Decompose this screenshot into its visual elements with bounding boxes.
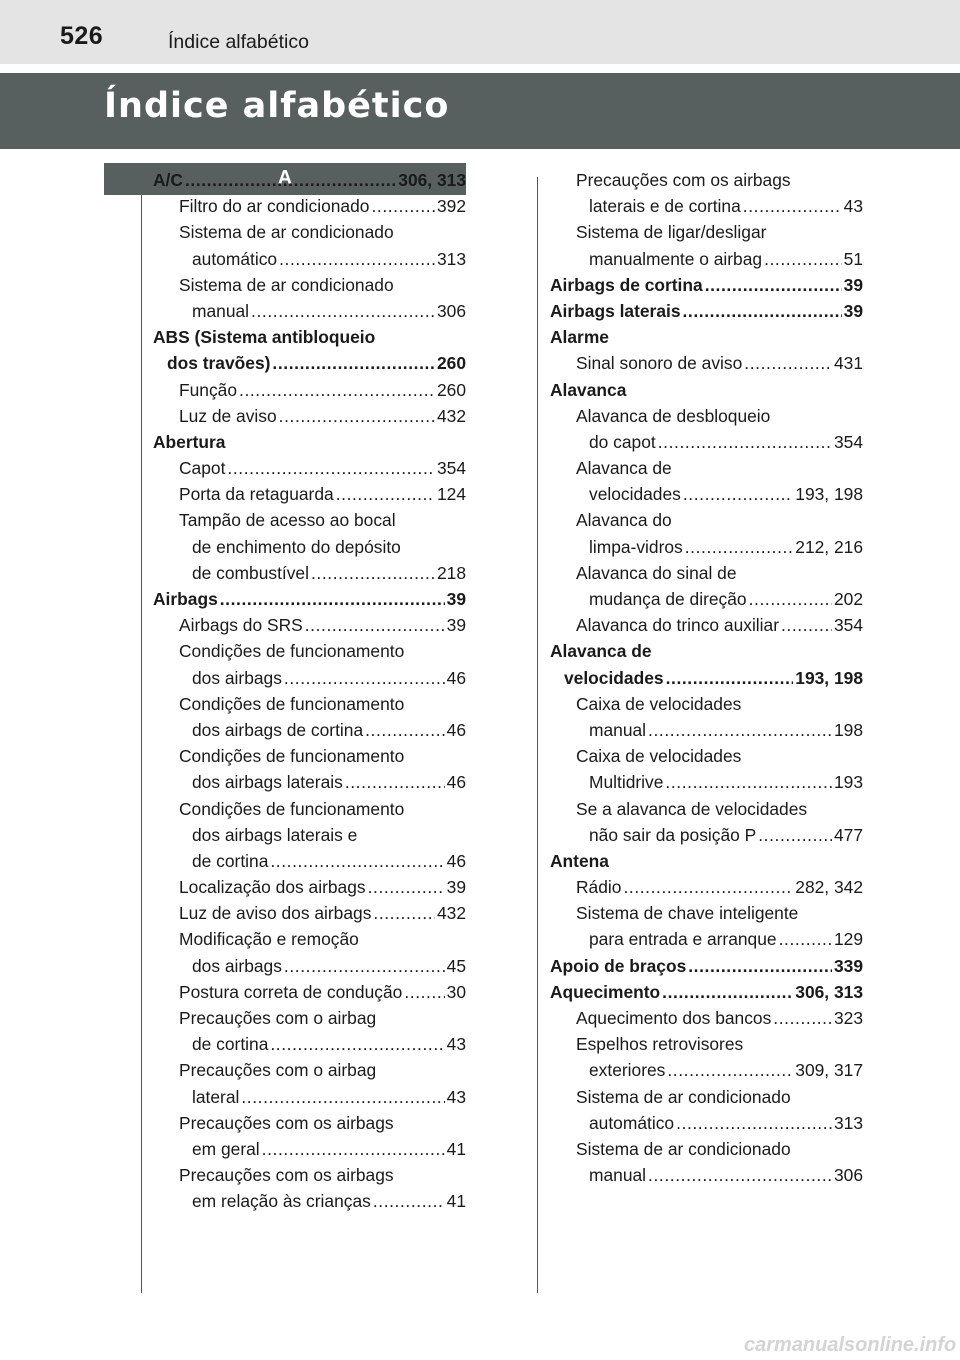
index-entry xyxy=(153,1110,466,1136)
dot-leader xyxy=(284,665,445,691)
index-entry xyxy=(550,350,863,376)
index-entry-text: automático xyxy=(192,248,278,269)
index-entry-page: 432 xyxy=(436,903,466,924)
dot-leader xyxy=(279,246,435,272)
dot-leader xyxy=(239,377,435,403)
watermark-text: carmanualsonline.info xyxy=(744,1334,957,1356)
dot-leader xyxy=(227,455,435,481)
dot-leader xyxy=(373,900,435,926)
dot-leader xyxy=(251,298,435,324)
index-entry xyxy=(153,874,466,900)
dot-leader xyxy=(743,193,842,219)
index-entry-page: 39 xyxy=(446,589,466,609)
index-entry-text: automático xyxy=(589,1112,675,1133)
index-entry-text: Sistema de chave inteligente xyxy=(576,903,799,924)
index-entry-text: Apoio de braços xyxy=(550,955,687,976)
dot-leader xyxy=(648,717,832,743)
dot-leader xyxy=(773,1005,832,1031)
index-entry-page: 39 xyxy=(843,300,863,321)
index-entry-text: Antena xyxy=(550,850,609,871)
index-entry-page: 354 xyxy=(436,458,466,479)
index-entry-text: Alavanca do xyxy=(576,510,672,531)
index-entry-text: em geral xyxy=(192,1138,260,1159)
index-entry xyxy=(153,665,466,691)
dot-leader xyxy=(648,1162,832,1188)
index-entry-text: Sinal sonoro de aviso xyxy=(576,353,743,374)
dot-leader xyxy=(665,769,832,795)
index-entry-text: laterais e de cortina xyxy=(589,196,741,217)
index-entry xyxy=(550,272,863,298)
dot-leader xyxy=(662,979,793,1005)
index-entry-page: 129 xyxy=(833,929,863,950)
index-entry-text: Caixa de velocidades xyxy=(576,746,742,767)
index-entry xyxy=(550,1005,863,1031)
index-entry xyxy=(550,848,863,874)
index-entry xyxy=(153,455,466,481)
index-entry-text: Modificação e remoção xyxy=(179,929,359,950)
dot-leader xyxy=(744,350,832,376)
index-entry-page: 51 xyxy=(843,248,863,269)
index-entry xyxy=(153,638,466,664)
dot-leader xyxy=(262,1136,445,1162)
index-entry-page: 354 xyxy=(833,431,863,452)
index-entry-page: 46 xyxy=(446,667,466,688)
index-entry-text: dos airbags xyxy=(192,955,282,976)
dot-leader xyxy=(272,350,435,376)
index-entry xyxy=(153,1136,466,1162)
index-entry xyxy=(153,246,466,272)
index-entry-text: Luz de aviso xyxy=(179,405,277,426)
index-entry-page: 309, 317 xyxy=(795,1060,863,1081)
index-entry xyxy=(153,534,466,560)
index-entry-text: Alavanca de desbloqueio xyxy=(576,405,771,426)
index-entry-page: 45 xyxy=(446,955,466,976)
index-entry xyxy=(550,193,863,219)
index-entry-text: Espelhos retrovisores xyxy=(576,1034,744,1055)
index-entry xyxy=(153,926,466,952)
index-entry xyxy=(153,691,466,717)
dot-leader xyxy=(404,979,444,1005)
index-entry-text: Sistema de ligar/desligar xyxy=(576,222,767,243)
index-entry xyxy=(550,246,863,272)
index-entry-text: de enchimento do depósito xyxy=(192,536,401,557)
index-entry-text: A/C xyxy=(153,170,183,190)
index-entry-page: 43 xyxy=(446,1034,466,1055)
index-entry-page: 306 xyxy=(833,1165,863,1186)
dot-leader xyxy=(336,481,435,507)
index-entry-text: Função xyxy=(179,379,238,400)
index-entry-text: Alavanca xyxy=(550,379,627,400)
dot-leader xyxy=(365,717,445,743)
index-entry-page: 46 xyxy=(446,850,466,871)
index-entry-text: Airbags xyxy=(153,589,218,609)
index-entry xyxy=(153,586,466,612)
index-entry xyxy=(550,1136,863,1162)
index-entry-text: Rádio xyxy=(576,877,622,898)
index-entry-text: Precauções com os airbags xyxy=(576,170,791,190)
index-entry xyxy=(550,1084,863,1110)
index-entry-page: 30 xyxy=(446,981,466,1002)
page-number: 526 xyxy=(60,22,104,50)
index-entry xyxy=(153,1188,466,1214)
index-entry xyxy=(550,481,863,507)
index-entry-page: 124 xyxy=(436,484,466,505)
left-column-rule xyxy=(141,195,142,1293)
index-entry-page: 477 xyxy=(833,824,863,845)
index-entry-page: 202 xyxy=(833,589,863,609)
letter-section-heading: A xyxy=(277,167,293,189)
index-entry-page: 306, 313 xyxy=(398,170,466,190)
dot-leader xyxy=(685,534,794,560)
index-entry-page: 43 xyxy=(843,196,863,217)
index-entry xyxy=(550,219,863,245)
index-entry-text: dos airbags laterais e xyxy=(192,824,358,845)
index-entry-text: Filtro do ar condicionado xyxy=(179,196,370,217)
index-entry-page: 260 xyxy=(436,379,466,400)
index-entry xyxy=(153,769,466,795)
index-entry xyxy=(153,377,466,403)
dot-leader xyxy=(683,481,793,507)
index-entry-page: 323 xyxy=(833,1008,863,1028)
index-entry xyxy=(550,167,863,193)
index-entry-text: Precauções com o airbag xyxy=(179,1060,377,1081)
dot-leader xyxy=(781,612,832,638)
top-header-bar xyxy=(0,0,960,64)
index-entry-page: 392 xyxy=(436,196,466,217)
index-entry xyxy=(153,350,466,376)
index-entry xyxy=(550,979,863,1005)
dot-leader xyxy=(305,612,445,638)
index-entry-text: Multidrive xyxy=(589,772,664,793)
index-entry-page: 198 xyxy=(833,719,863,740)
index-entry-page: 313 xyxy=(436,248,466,269)
dot-leader xyxy=(368,874,445,900)
index-column-left xyxy=(153,167,466,1215)
index-entry xyxy=(153,219,466,245)
index-entry xyxy=(550,717,863,743)
dot-leader xyxy=(345,769,445,795)
dot-leader xyxy=(666,665,794,691)
index-entry-text: Precauções com os airbags xyxy=(179,1112,394,1133)
index-entry-text: lateral xyxy=(192,1086,240,1107)
index-entry xyxy=(550,926,863,952)
index-entry-text: Alarme xyxy=(550,327,609,348)
dot-leader xyxy=(311,560,435,586)
index-entry-text: Luz de aviso dos airbags xyxy=(179,903,372,924)
index-entry xyxy=(550,377,863,403)
dot-leader xyxy=(683,298,842,324)
index-entry xyxy=(550,612,863,638)
index-entry-text: ABS (Sistema antibloqueio xyxy=(153,327,376,348)
index-entry xyxy=(153,272,466,298)
index-entry-text: manual xyxy=(192,300,250,321)
index-entry-page: 431 xyxy=(833,353,863,374)
index-column-right xyxy=(550,167,863,1188)
index-entry xyxy=(550,665,863,691)
index-entry-text: velocidades xyxy=(589,484,681,505)
index-entry-text: dos airbags xyxy=(192,667,282,688)
index-entry xyxy=(550,874,863,900)
index-entry-text: Sistema de ar condicionado xyxy=(576,1086,791,1107)
index-entry xyxy=(550,534,863,560)
index-entry xyxy=(153,848,466,874)
index-entry-page: 41 xyxy=(446,1191,466,1212)
index-entry-text: Condições de funcionamento xyxy=(179,746,405,767)
dot-leader xyxy=(220,586,445,612)
index-entry-text: Airbags de cortina xyxy=(550,274,703,295)
index-entry xyxy=(550,429,863,455)
dot-leader xyxy=(779,926,832,952)
index-entry-text: manual xyxy=(589,1165,647,1186)
index-entry-text: Postura correta de condução xyxy=(179,981,403,1002)
index-entry-page: 46 xyxy=(446,719,466,740)
index-entry-text: Condições de funcionamento xyxy=(179,693,405,714)
index-entry xyxy=(153,1084,466,1110)
index-entry xyxy=(153,612,466,638)
index-entry xyxy=(153,822,466,848)
index-entry-text: Condições de funcionamento xyxy=(179,798,405,819)
index-entry-text: Sistema de ar condicionado xyxy=(179,274,394,295)
dot-leader xyxy=(371,193,435,219)
index-entry-text: do capot xyxy=(589,431,656,452)
dot-leader xyxy=(185,167,396,193)
index-entry xyxy=(153,900,466,926)
index-entry xyxy=(153,324,466,350)
index-entry-page: 46 xyxy=(446,772,466,793)
index-entry-text: Alavanca de xyxy=(550,641,652,662)
index-entry xyxy=(153,193,466,219)
index-entry xyxy=(550,822,863,848)
index-entry-page: 41 xyxy=(446,1138,466,1159)
running-header-title: Índice alfabético xyxy=(168,31,309,53)
page-title: Índice alfabético xyxy=(104,86,450,126)
index-entry-text: Precauções com o airbag xyxy=(179,1008,377,1028)
index-entry xyxy=(153,298,466,324)
index-entry xyxy=(550,1110,863,1136)
index-entry-text: para entrada e arranque xyxy=(589,929,777,950)
index-entry-text: em relação às crianças xyxy=(192,1191,371,1212)
index-entry-text: Sistema de ar condicionado xyxy=(179,222,394,243)
index-entry-page: 313 xyxy=(833,1112,863,1133)
dot-leader xyxy=(764,246,842,272)
dot-leader xyxy=(705,272,842,298)
index-entry xyxy=(550,638,863,664)
index-entry xyxy=(153,953,466,979)
dot-leader xyxy=(279,403,435,429)
dot-leader xyxy=(241,1084,444,1110)
index-entry-text: de combustível xyxy=(192,562,309,583)
index-entry-text: Aquecimento dos bancos xyxy=(576,1008,772,1028)
index-entry xyxy=(550,953,863,979)
index-entry-text: Caixa de velocidades xyxy=(576,693,742,714)
index-entry xyxy=(550,1057,863,1083)
index-entry xyxy=(153,481,466,507)
dot-leader xyxy=(284,953,445,979)
index-entry xyxy=(550,900,863,926)
index-entry-text: velocidades xyxy=(564,667,664,688)
dot-leader xyxy=(688,953,832,979)
index-entry xyxy=(550,507,863,533)
index-entry xyxy=(153,979,466,1005)
dot-leader xyxy=(373,1188,445,1214)
index-entry-page: 39 xyxy=(843,274,863,295)
index-entry-text: Precauções com os airbags xyxy=(179,1165,394,1186)
index-entry-text: Alavanca do trinco auxiliar xyxy=(576,615,779,636)
dot-leader xyxy=(270,848,444,874)
dot-leader xyxy=(658,429,832,455)
index-entry xyxy=(550,560,863,586)
index-entry-text: de cortina xyxy=(192,1034,269,1055)
index-entry-text: de cortina xyxy=(192,850,269,871)
index-entry xyxy=(153,560,466,586)
index-entry-page: 212, 216 xyxy=(795,536,863,557)
index-entry xyxy=(550,1162,863,1188)
index-entry xyxy=(153,717,466,743)
index-entry-text: Tampão de acesso ao bocal xyxy=(179,510,396,531)
index-entry-page: 282, 342 xyxy=(795,877,863,898)
index-entry xyxy=(550,1031,863,1057)
index-entry-page: 39 xyxy=(446,877,466,898)
index-entry-text: Alavanca de xyxy=(576,458,672,479)
index-entry-text: mudança de direção xyxy=(589,589,747,609)
index-entry-page: 39 xyxy=(446,615,466,636)
dot-leader xyxy=(667,1057,793,1083)
index-entry xyxy=(550,743,863,769)
index-entry xyxy=(550,455,863,481)
index-entry xyxy=(153,1005,466,1031)
index-entry-text: não sair da posição P xyxy=(589,824,757,845)
dot-leader xyxy=(623,874,793,900)
index-entry xyxy=(153,507,466,533)
index-entry xyxy=(153,167,466,193)
index-entry-page: 432 xyxy=(436,405,466,426)
index-entry-page: 260 xyxy=(436,353,466,374)
index-entry-page: 193, 198 xyxy=(795,484,863,505)
index-entry-page: 306, 313 xyxy=(795,981,863,1002)
index-entry-text: dos airbags laterais xyxy=(192,772,343,793)
index-entry-text: Abertura xyxy=(153,431,226,452)
right-column-rule xyxy=(537,177,538,1293)
index-entry-text: manual xyxy=(589,719,647,740)
dot-leader xyxy=(270,1031,444,1057)
index-entry-text: Sistema de ar condicionado xyxy=(576,1138,791,1159)
index-entry xyxy=(550,403,863,429)
index-entry-text: manualmente o airbag xyxy=(589,248,763,269)
index-entry-page: 193 xyxy=(833,772,863,793)
dot-leader xyxy=(676,1110,832,1136)
index-entry-page: 193, 198 xyxy=(795,667,863,688)
index-entry xyxy=(550,769,863,795)
index-entry xyxy=(550,324,863,350)
index-entry-text: Aquecimento xyxy=(550,981,661,1002)
index-entry-text: dos airbags de cortina xyxy=(192,719,364,740)
index-entry-text: limpa-vidros xyxy=(589,536,683,557)
index-entry-text: Airbags do SRS xyxy=(179,615,303,636)
index-entry xyxy=(153,796,466,822)
index-entry-page: 306 xyxy=(436,300,466,321)
index-entry-text: dos travões) xyxy=(167,353,271,374)
index-entry xyxy=(153,1031,466,1057)
index-entry-text: exteriores xyxy=(589,1060,666,1081)
index-entry-text: Condições de funcionamento xyxy=(179,641,405,662)
dot-leader xyxy=(758,822,832,848)
index-entry-page: 218 xyxy=(436,562,466,583)
index-entry xyxy=(153,743,466,769)
index-entry-text: Capot xyxy=(179,458,226,479)
index-entry-text: Porta da retaguarda xyxy=(179,484,334,505)
index-entry xyxy=(153,1162,466,1188)
index-entry xyxy=(550,586,863,612)
index-entry-page: 339 xyxy=(833,955,863,976)
index-entry-text: Se a alavanca de velocidades xyxy=(576,798,808,819)
dot-leader xyxy=(749,586,832,612)
index-entry-text: Airbags laterais xyxy=(550,300,681,321)
index-entry-page: 354 xyxy=(833,615,863,636)
index-entry-text: Localização dos airbags xyxy=(179,877,366,898)
index-entry xyxy=(153,1057,466,1083)
index-entry xyxy=(153,429,466,455)
index-entry xyxy=(550,298,863,324)
index-entry xyxy=(153,403,466,429)
index-entry-text: Alavanca do sinal de xyxy=(576,562,737,583)
index-entry xyxy=(550,796,863,822)
index-entry xyxy=(550,691,863,717)
index-entry-page: 43 xyxy=(446,1086,466,1107)
